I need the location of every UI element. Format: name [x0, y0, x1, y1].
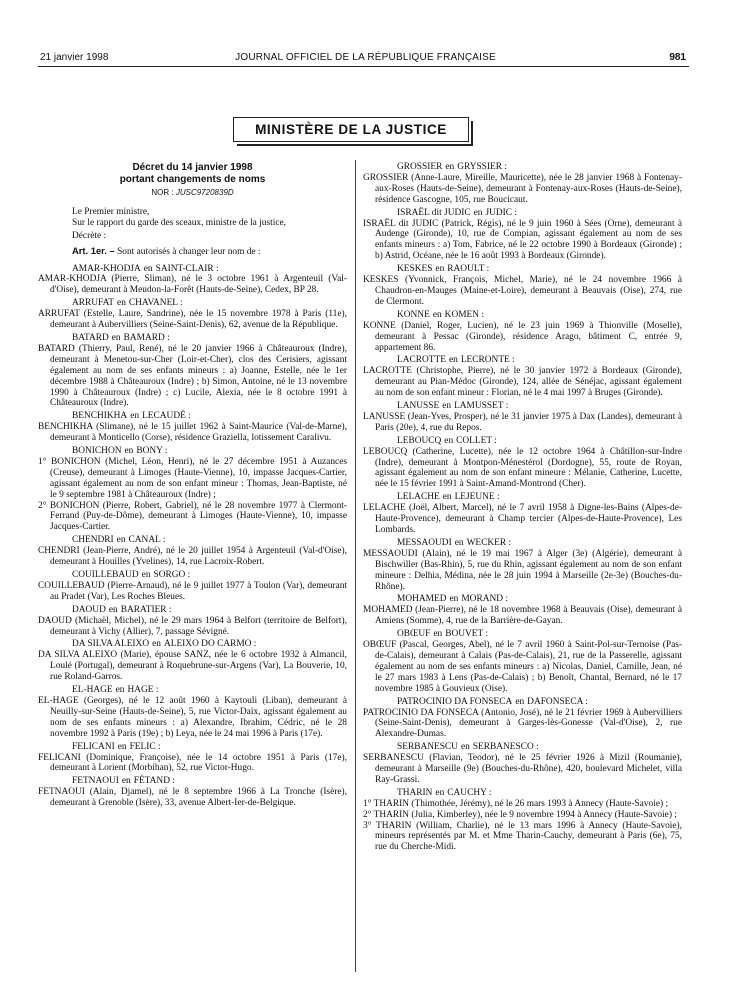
en-connector: en	[445, 162, 455, 172]
article-text: Sont autorisés à changer leur nom de :	[117, 246, 261, 257]
old-name: THARIN	[397, 787, 433, 798]
en-connector: en	[124, 446, 134, 457]
new-name: RAOULT :	[447, 264, 490, 275]
new-name: LEJEUNE :	[454, 492, 500, 503]
header-date: 21 janvier 1998	[40, 52, 109, 63]
header-rule	[38, 66, 689, 67]
decrete-line: Décrète :	[72, 230, 107, 241]
old-name: GROSSIER	[397, 162, 443, 172]
decree-title-line-1: Décret du 14 janvier 1998	[132, 162, 253, 173]
old-name: SERBANESCU	[397, 742, 458, 753]
person-entry: SERBANESCU (Flavian, Teodor), né le 25 février 1926 à Mizil (Roumanie), demeurant à Marseille (9e) (Bouches-du-Rhône), 420, boulevard Michelet, villa Ray-Grassi.	[363, 753, 682, 785]
article-label: Art. 1er. –	[72, 244, 115, 256]
old-name: AMAR-KHODJA	[72, 263, 141, 274]
name-change-heading	[363, 538, 682, 549]
ministry-title: MINISTÈRE DE LA JUSTICE	[255, 122, 447, 137]
en-connector: en	[121, 776, 131, 787]
name-change-heading	[38, 639, 347, 650]
en-connector: en	[435, 787, 445, 798]
en-connector: en	[141, 570, 151, 580]
en-connector: en	[117, 298, 126, 309]
intro-prime-minister: Le Premier ministre,	[72, 206, 150, 217]
en-connector: en	[115, 685, 125, 696]
name-change-heading	[38, 742, 347, 753]
page-number: 981	[669, 52, 686, 63]
person-entry: CHENDRI (Jean-Pierre, André), né le 20 juillet 1954 à Argenteuil (Val-d'Oise), demeurant à Houilles (Yvelines), 14, rue Lacroix-Robert.	[38, 546, 347, 568]
decree-title-line-2: portant changements de noms	[119, 174, 266, 185]
name-change-heading	[38, 535, 347, 546]
name-change-heading	[38, 411, 347, 422]
old-name: COUILLEBAUD	[72, 570, 139, 580]
name-change-heading	[363, 208, 682, 219]
name-change-heading	[363, 492, 682, 503]
right-entry-list	[363, 162, 682, 853]
en-connector: en	[442, 401, 452, 412]
name-change-heading	[363, 594, 682, 605]
person-entry: AMAR-KHODJA (Pierre, Sliman), né le 3 octobre 1961 à Argenteuil (Val-d'Oise), demeurant à Meudon-la-Forêt (Hauts-de-Seine), Cedex, BP 28.	[38, 274, 347, 296]
person-entry: 1° THARIN (Thimothée, Jérémy), né le 26 mars 1993 à Annecy (Haute-Savoie) ;	[363, 798, 669, 809]
person-entry: FELICANI (Dominique, Françoise), née le 14 octobre 1951 à Paris (17e), demeurant à Lorient (Morbihan), 52, rue Victor-Hugo.	[38, 752, 347, 774]
intro-report: Sur le rapport du garde des sceaux, ministre de la justice,	[72, 217, 286, 228]
right-column	[363, 160, 682, 853]
person-entry: KONNE (Daniel, Roger, Lucien), né le 23 juin 1969 à Thionville (Moselle), demeurant à Pessac (Gironde), résidence Arago, bâtiment C, entrée 9, appartement 86.	[363, 320, 682, 353]
header-title: JOURNAL OFFICIEL DE LA RÉPUBLIQUE FRANÇAISE	[235, 52, 496, 63]
name-change-heading	[363, 355, 682, 366]
old-name: FELICANI	[72, 741, 115, 752]
name-change-heading	[38, 685, 347, 696]
new-name: BARATIER :	[120, 604, 172, 615]
new-name: LAMUSSET :	[454, 401, 509, 412]
ministry-box	[233, 117, 469, 142]
en-connector: en	[515, 696, 525, 707]
en-connector: en	[432, 309, 442, 320]
en-connector: en	[473, 207, 483, 218]
en-connector: en	[108, 604, 118, 615]
decree-title	[38, 162, 347, 186]
en-connector: en	[444, 435, 454, 446]
name-change-heading	[363, 697, 682, 708]
new-name: WECKER :	[466, 537, 512, 548]
person-entry: 2° THARIN (Julia, Kimberley), née le 9 novembre 1994 à Annecy (Haute-Savoie) ;	[363, 809, 677, 820]
old-name: LACROTTE	[397, 355, 446, 366]
person-entry: OBŒUF (Pascal, Georges, Abel), né le 7 avril 1960 à Saint-Pol-sur-Ternoise (Pas-de-Calais), demeurant à Calais (Pas-de-Calais), 21, rue de la Passerelle, agissant également au nom de ses enfants mineurs : a) Nicolas, Daniel, Camille, Jean, né le 27 mars 1983 à Lens (Pas-de-Calais) ; b) Benoît, Chantal, Bernard, né le 17 novembre 1985 à Gouvieux (Oise).	[363, 640, 682, 694]
old-name: FETNAOUI	[72, 776, 119, 787]
en-connector: en	[435, 264, 445, 275]
new-name: GRYSSIER :	[457, 162, 507, 172]
new-name: SAINT-CLAIR :	[155, 263, 219, 274]
name-change-heading	[38, 298, 347, 309]
person-entry: FETNAOUI (Alain, Djamel), né le 8 septembre 1966 à La Tronche (Isère), demeurant à Grenoble (Isère), 33, avenue Albert-Ier-de-Belgique.	[38, 787, 347, 809]
person-entry: COUILLEBAUD (Pierre-Arnaud), né le 9 juillet 1977 à Toulon (Var), demeurant au Pradet (Var), Les Roches Bleues.	[38, 580, 347, 602]
old-name: EL-HAGE	[72, 685, 113, 696]
old-name: CHENDRI	[72, 535, 114, 546]
person-entry: ISRAËL dit JUDIC (Patrick, Régis), né le 9 juin 1960 à Sées (Orne), demeurant à Audenge (Gironde), 10, rue de Compian, agissant également au nom de ses enfants mineurs : a) Tom, Fabrice, né le 22 octobre 1990 à Bordeaux (Gironde) ; b) Astrid, Océane, née le 16 août 1993 à Bordeaux (Gironde).	[363, 218, 682, 262]
person-entry: 3° THARIN (William, Charlie), né le 13 mars 1996 à Annecy (Haute-Savoie), mineurs représentés par M. et Mme Tharin-Cauchy, demeurant à Paris (6e), 75, rue du Cherche-Midi.	[363, 820, 682, 853]
name-change-heading	[363, 310, 682, 321]
person-entry: MOHAMED (Jean-Pierre), né le 18 novembre 1968 à Beauvais (Oise), demeurant à Amiens (Somme), 4, rue de la Barrière-de-Gayan.	[363, 605, 682, 627]
en-connector: en	[130, 411, 140, 422]
new-name: BOUVET :	[445, 629, 488, 640]
name-change-heading	[363, 436, 682, 447]
old-name: BENCHIKHA	[72, 411, 128, 422]
name-change-heading	[363, 629, 682, 640]
person-entry: GROSSIER (Anne-Laure, Mireille, Mauricette), née le 28 janvier 1968 à Fontenay-aux-Roses (Hauts-de-Seine), demeurant à Fontenay-aux-Roses (Hauts-de-Seine), résidence Gascogne, 105, rue Boucicaut.	[363, 172, 682, 205]
person-entry: BATARD (Thierry, Paul, René), né le 20 janvier 1966 à Châteauroux (Indre), demeurant à Menetou-sur-Cher (Loir-et-Cher), clos des Cerisiers, agissant également au nom de ses enfants mineurs : a) Joanne, Estelle, née le 1er décembre 1988 à Châteauroux (Indre) ; b) Simon, Antoine, né le 13 novembre 1990 à Châteauroux (Indre) ; c) Lucile, Alexia, née le 8 octobre 1991 à Châteauroux (Indre).	[38, 343, 347, 409]
new-name: LECRONTE :	[460, 355, 515, 366]
person-entry: LANUSSE (Jean-Yves, Prosper), né le 31 janvier 1975 à Dax (Landes), demeurant à Paris (20e), 4, rue du Repos.	[363, 411, 682, 433]
person-entry: LACROTTE (Christophe, Pierre), né le 30 janvier 1972 à Bordeaux (Gironde), demeurant au Pian-Médoc (Gironde), 124, allée de Sénéjac, agissant également au nom de son enfant mineur : Florian, né le 4 mai 1997 à Bruges (Gironde).	[363, 366, 682, 399]
left-entry-list	[38, 264, 347, 810]
person-entry: PATROCINIO DA FONSECA (Antonio, José), né le 21 février 1969 à Aubervilliers (Seine-Saint-Denis), demeurant à Garges-lès-Gonesse (Val-d'Oise), 2, rue Alexandre-Dumas.	[363, 707, 682, 740]
en-connector: en	[442, 492, 452, 503]
old-name: DAOUD	[72, 604, 106, 615]
new-name: CAUCHY :	[447, 787, 492, 798]
en-connector: en	[152, 639, 161, 650]
old-name: PATROCINIO DA FONSECA	[397, 696, 513, 707]
new-name: FÉTAND :	[133, 776, 175, 787]
new-name: JUDIC :	[485, 207, 517, 218]
new-name: KOMEN :	[444, 309, 484, 320]
article-1	[38, 246, 347, 258]
name-change-heading	[363, 788, 682, 799]
new-name: COLLET :	[456, 435, 497, 446]
en-connector: en	[460, 742, 470, 753]
name-change-heading	[363, 401, 682, 412]
old-name: OBŒUF	[397, 629, 431, 640]
new-name: SERBANESCO :	[472, 742, 539, 753]
old-name: ISRAËL dit JUDIC	[397, 207, 471, 218]
person-entry: EL-HAGE (Georges), né le 12 août 1960 à Kaytouli (Liban), demeurant à Neuilly-sur-Seine (Hauts-de-Seine), 5, rue Victor-Daix, agissant également au nom de ses enfants mineurs : a) Alexandre, Ibrahim, Cédric, né le 28 novembre 1992 à Paris (19e) ; b) Leya, née le 24 mai 1996 à Paris (17e).	[38, 695, 347, 739]
person-entry: KESKES (Yvonnick, François, Michel, Marie), né le 24 novembre 1966 à Chaudron-en-Mauges (Maine-et-Loire), demeurant à Beauvais (Oise), 274, rue de Clermont.	[363, 275, 682, 307]
old-name: DA SILVA ALEIXO	[72, 639, 150, 650]
old-name: LELACHE	[397, 492, 440, 503]
en-connector: en	[449, 594, 459, 605]
old-name: MESSAOUDI	[397, 537, 452, 548]
name-change-heading	[38, 446, 347, 457]
person-entry: LEBOUCQ (Catherine, Lucette), née le 12 octobre 1964 à Châtillon-sur-Indre (Indre), demeurant à Montpon-Ménestérol (Dordogne), 55, route de Royan, agissant également au nom de son enfant mineure : Mélanie, Catherine, Lucette, née le 15 février 1991 à Saint-Amand-Montrond (Cher).	[363, 446, 682, 490]
en-connector: en	[111, 332, 121, 343]
nor-label: NOR :	[151, 188, 174, 197]
person-entry: DAOUD (Michaël, Michel), né le 29 mars 1964 à Belfort (territoire de Belfort), demeurant à Vichy (Allier), 7, passage Sévigné.	[38, 615, 347, 637]
person-entry: 1° BONICHON (Michel, Léon, Henri), né le 27 décembre 1951 à Auzances (Creuse), demeurant à Limoges (Haute-Vienne), 10, impasse Jacques-Cartier, agissant également au nom de son enfant mineur : Thomas, Jean-Baptiste, né le 9 septembre 1981 à Châteauroux (Indre) ;	[38, 456, 347, 500]
new-name: ALEIXO DO CARMO :	[163, 639, 257, 650]
person-entry: BENCHIKHA (Slimane), né le 15 juillet 1962 à Saint-Maurice (Val-de-Marne), demeurant à Monticello (Corse), résidence Graziella, lotissement Caralivu.	[38, 422, 347, 444]
person-entry: ARRUFAT (Estelle, Laure, Sandrine), née le 15 novembre 1978 à Paris (11e), demeurant à Aubervilliers (Seine-Saint-Denis), 62, avenue de la République.	[38, 309, 347, 331]
new-name: CANAL :	[128, 535, 166, 546]
column-divider	[355, 160, 356, 972]
name-change-heading	[38, 333, 347, 344]
new-name: BONY :	[136, 446, 168, 457]
old-name: ARRUFAT	[72, 298, 115, 309]
person-entry: MESSAOUDI (Alain), né le 19 mai 1967 à Alger (3e) (Algérie), demeurant à Bischwiller (Bas-Rhin), 5, rue du Rhin, agissant également au nom de son enfant mineure : Delhia, Médina, née le 28 juin 1994 à Marseille (2e-3e) (Bouches-du-Rhône).	[363, 548, 682, 592]
en-connector: en	[143, 263, 153, 274]
person-entry: DA SILVA ALEIXO (Marie), épouse SANZ, née le 6 octobre 1932 à Almancil, Loulé (Portugal), demeurant à Roquebrune-sur-Argens (Var), La Bouverie, 10, rue Roland-Garros.	[38, 650, 347, 683]
person-entry: LELACHE (Joël, Albert, Marcel), né le 7 avril 1958 à Digne-les-Bains (Alpes-de-Haute-Provence), demeurant à Champ tercier (Alpes-de-Haute-Provence), Les Lombards.	[363, 503, 682, 535]
new-name: FELIC :	[129, 741, 161, 752]
left-column	[38, 160, 347, 809]
nor-code: JUSC9720839D	[175, 188, 234, 197]
name-change-heading	[363, 264, 682, 275]
en-connector: en	[116, 535, 126, 546]
name-change-heading	[363, 742, 682, 753]
en-connector: en	[448, 355, 458, 366]
name-change-heading	[38, 605, 347, 616]
name-change-heading	[363, 162, 682, 173]
old-name: MOHAMED	[397, 594, 447, 605]
old-name: BATARD	[72, 332, 109, 343]
new-name: HAGE :	[127, 685, 159, 696]
old-name: LEBOUCQ	[397, 435, 442, 446]
old-name: KONNE	[397, 309, 430, 320]
old-name: LANUSSE	[397, 401, 440, 412]
new-name: BAMARD :	[123, 332, 170, 343]
en-connector: en	[117, 741, 127, 752]
new-name: MORAND :	[461, 594, 508, 605]
en-connector: en	[433, 629, 443, 640]
old-name: KESKES	[397, 264, 433, 275]
old-name: BONICHON	[72, 446, 122, 457]
nor-reference	[38, 188, 347, 199]
name-change-heading	[38, 776, 347, 787]
new-name: DAFONSECA :	[527, 696, 588, 707]
name-change-heading	[38, 264, 347, 275]
name-change-heading	[38, 570, 347, 581]
new-name: CHAVANEL :	[128, 298, 183, 309]
new-name: SORGO :	[153, 570, 191, 580]
en-connector: en	[454, 537, 464, 548]
new-name: LECAUDÉ :	[142, 411, 191, 422]
person-entry: 2° BONICHON (Pierre, Robert, Gabriel), né le 28 novembre 1977 à Clermont-Ferrand (Puy-de-Dôme), demeurant à Limoges (Haute-Vienne), 10, impasse Jacques-Cartier.	[38, 500, 347, 533]
